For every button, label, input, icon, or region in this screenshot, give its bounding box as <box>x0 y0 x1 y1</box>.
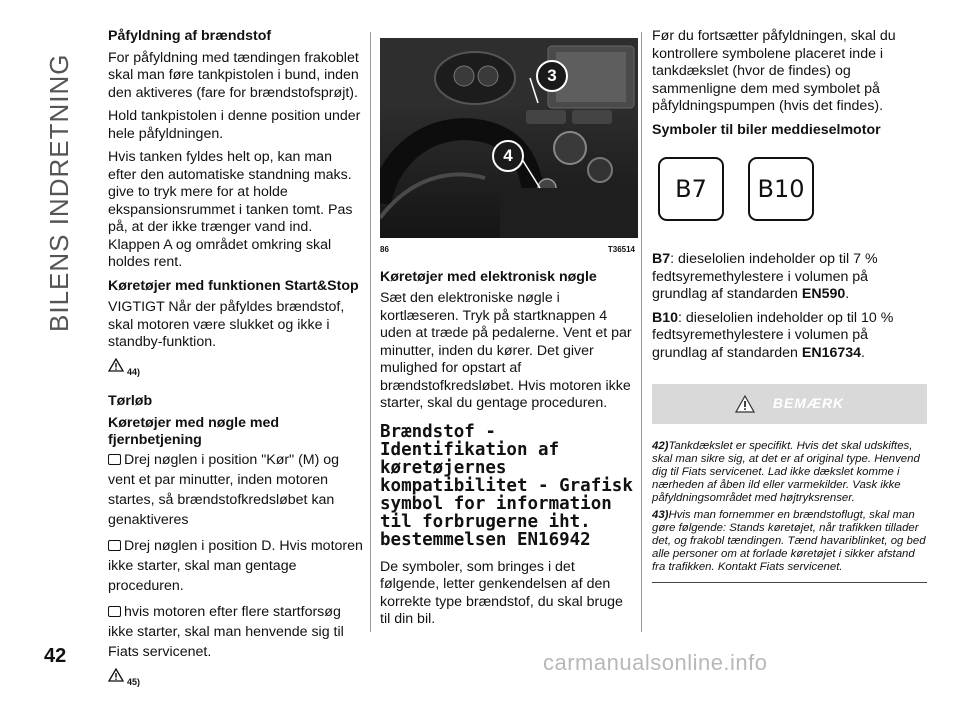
paragraph: For påfyldning med tændingen frakoblet skal man føre tankpistolen i bund, inden den aktiveres (fare for brændstofsprøjt). <box>108 49 359 101</box>
fuel-symbols <box>658 157 927 221</box>
note-43: 43)Hvis man fornemmer en brændstoflugt, skal man gøre følgende: Stands køretøjet, når trafikken tillader det, og frakobl tændingen. Tænd havariblinket, og bed alle personer om at forlade køretøjet i sikker afstand fra trafikken. Kontakt Fiats servicenet. <box>652 509 926 573</box>
watermark: carmanualsonline.info <box>543 650 768 675</box>
bullet-icon <box>108 606 121 617</box>
column-2 <box>380 34 635 635</box>
warning-triangle-icon <box>108 668 124 682</box>
paragraph: Før du fortsætter påfyldningen, skal du kontrollere symbolene placeret inde i tankdækslet (hvor de findes) og sammenligne dem med symbolet på påfyldningspumpen (hvis det findes). <box>652 28 896 114</box>
bullet-icon <box>108 540 121 551</box>
section-heading-fuel-identification: Brændstof - Identifikation af køretøjernes kompatibilitet - Grafisk symbol for information til forbrugerne iht. bestemmelsen EN16942 <box>380 421 633 550</box>
note-header <box>652 384 927 424</box>
column-3 <box>652 28 927 583</box>
column-divider <box>370 32 371 632</box>
dashboard-photo <box>380 38 638 238</box>
column-1 <box>108 28 363 703</box>
column-divider <box>641 32 642 632</box>
list-item: Drej nøglen i position D. Hvis motoren ikke starter, skal man gentage proceduren. <box>108 537 363 594</box>
heading-start-stop: Køretøjer med funktionen Start&Stop <box>108 277 359 294</box>
heading-electronic-key: Køretøjer med elektronisk nøgle <box>380 268 597 285</box>
section-side-title: BILENS INDRETNING <box>44 53 74 332</box>
note-title: BEMÆRK <box>772 395 845 412</box>
page-number: 42 <box>44 645 67 667</box>
warning-ref: 45) <box>108 668 363 692</box>
figure-code: T36514 <box>607 245 635 254</box>
fuel-symbol-b7: B7 <box>658 157 724 221</box>
paragraph: Sæt den elektroniske nøgle i kortlæseren. Tryk på startknappen 4 uden at træde på pedalerne. Vent et par minutter, inden du kører. Det giver mulighed for opstart af brændstofkredsløbet. Hvis motoren ikke starter, skal du gentage proceduren. <box>380 290 632 411</box>
warning-triangle-icon <box>108 358 124 372</box>
callout-3: 3 <box>536 60 568 92</box>
dashboard-illustration <box>380 38 638 238</box>
notes-list <box>652 426 927 583</box>
warning-ref: 44) <box>108 358 363 382</box>
paragraph-b10: B10: dieselolien indeholder op til 10 % fedtsyremethylestere i volumen på grundlag af standarden EN16734. <box>652 309 894 361</box>
heading-refueling: Påfyldning af brændstof <box>108 28 272 44</box>
fuel-symbol-b10: B10 <box>748 157 814 221</box>
callout-4: 4 <box>492 140 524 172</box>
heading-dry-run: Tørløb <box>108 393 153 409</box>
heading-remote-key: Køretøjer med nøgle med fjernbetjening <box>108 414 280 448</box>
heading-diesel-symbols: Symboler til biler meddieselmotor <box>652 121 881 138</box>
paragraph-b7: B7: dieselolien indeholder op til 7 % fedtsyremethylestere i volumen på grundlag af standarden EN590. <box>652 251 878 302</box>
figure-number: 86 <box>380 245 389 254</box>
paragraph: De symboler, som bringes i det følgende, letter genkendelsen af den korrekte type brændstof, du skal bruge til din bil. <box>380 558 623 627</box>
figure-caption <box>380 241 635 259</box>
note-42: 42)Tankdækslet er specifikt. Hvis det skal udskiftes, skal man sikre sig, at det er af original type. Henvend dig til Fiats servicenet. Lad ikke dækslet komme i nærheden af åben ild eller varmekilder. Vask ikke påfyldningsområdet med højtryksrenser. <box>652 440 920 504</box>
paragraph: Hvis tanken fyldes helt op, kan man efter den automatiske standning maks. give to tryk mere for at holde ekspansionsrummet i tanken tomt. Pas på, at der ikke trænger vand ind. Klappen A og området omkring skal holdes rent. <box>108 149 353 270</box>
bullet-icon <box>108 454 121 465</box>
paragraph: VIGTIGT Når der påfyldes brændstof, skal motoren være slukket og ikke i standby-funktion. <box>108 299 345 350</box>
warning-triangle-icon <box>735 395 755 413</box>
paragraph: Hold tankpistolen i denne position under hele påfyldningen. <box>108 108 361 142</box>
list-item: hvis motoren efter flere startforsøg ikke starter, skal man henvende sig til Fiats servicenet. <box>108 603 344 660</box>
list-item: Drej nøglen i position "Kør" (M) og vent et par minutter, inden motoren startes, så brændstofkredsløbet kan genaktiveres <box>108 451 340 528</box>
